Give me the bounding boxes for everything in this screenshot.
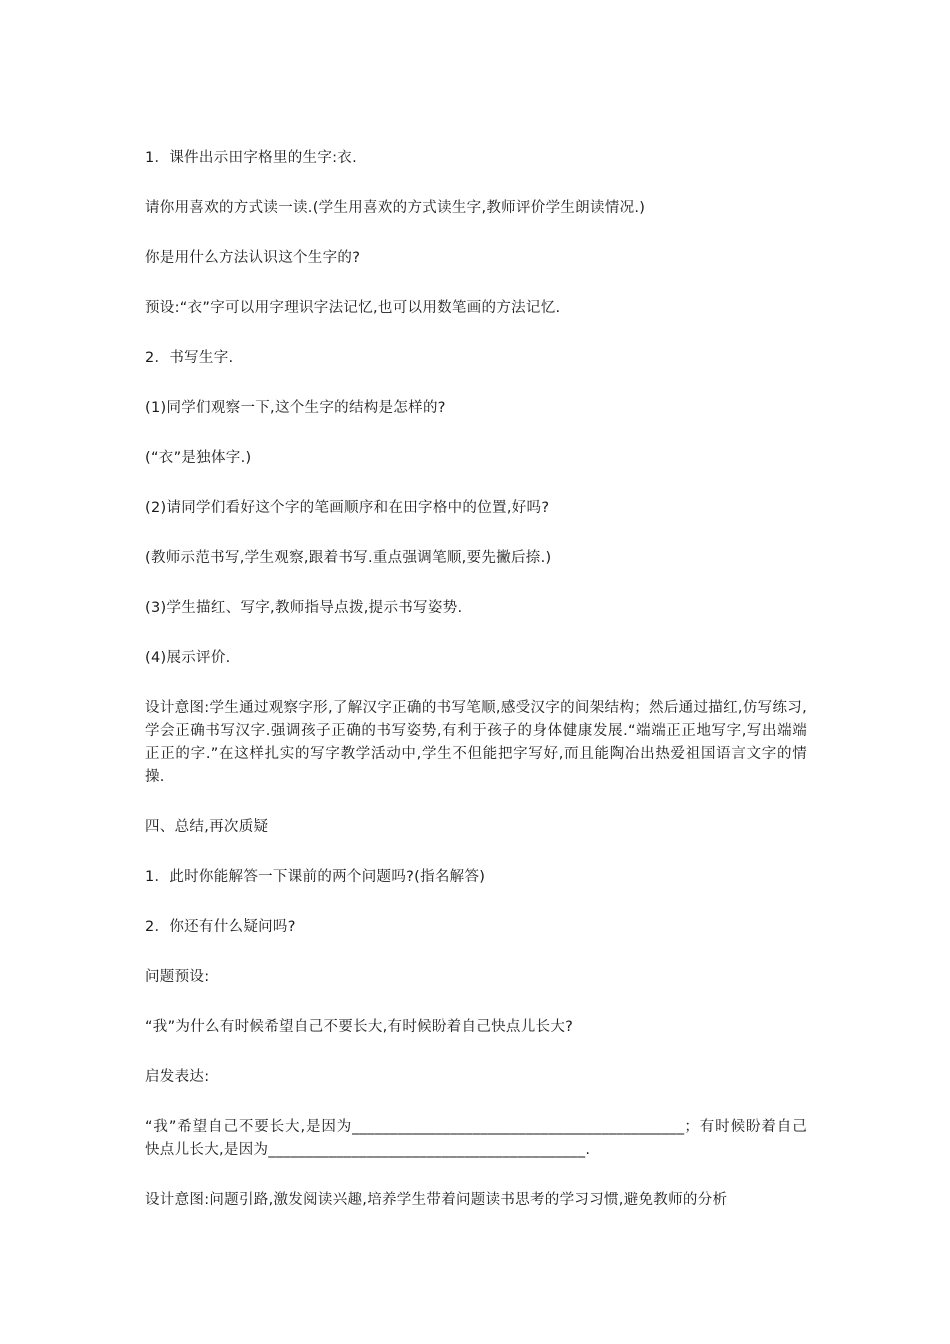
paragraph-20: 设计意图:问题引路,激发阅读兴趣,培养学生带着问题读书思考的学习习惯,避免教师的分析 [145,1192,728,1208]
paragraph-15: 2．你还有什么疑问吗? [145,919,296,935]
paragraph-4: 预设:“衣”字可以用字理识字法记忆,也可以用数笔画的方法记忆. [145,300,561,316]
paragraph-16: 问题预设: [145,969,210,985]
paragraph-9: (教师示范书写,学生观察,跟着书写.重点强调笔顺,要先撇后捺.) [145,550,552,566]
paragraph-11: (4)展示评价. [145,650,231,666]
paragraph-12: 设计意图:学生通过观察字形,了解汉字正确的书写笔顺,感受汉字的间架结构；然后通过描红,仿写练习,学会正确书写汉字.强调孩子正确的书写姿势,有利于孩子的身体健康发展.“端端正正地写字,写出端端正正的字.”在这样扎实的写字教学活动中,学生不但能把字写好,而且能陶冶出热爱祖国语言文字的情操. [145,700,807,785]
paragraph-14: 1．此时你能解答一下课前的两个问题吗?(指名解答) [145,869,486,885]
paragraph-5: 2．书写生字. [145,350,234,366]
paragraph-7: (“衣”是独体字.) [145,450,252,466]
paragraph-18: 启发表达: [145,1069,210,1085]
paragraph-10: (3)学生描红、写字,教师指导点拨,提示书写姿势. [145,600,463,616]
paragraph-1: 1．课件出示田字格里的生字:衣. [145,150,358,166]
paragraph-2: 请你用喜欢的方式读一读.(学生用喜欢的方式读生字,教师评价学生朗读情况.) [145,200,646,216]
paragraph-8: (2)请同学们看好这个字的笔画顺序和在田字格中的位置,好吗? [145,500,550,516]
section-heading: 四、总结,再次质疑 [145,819,269,835]
document-body [145,147,807,1212]
paragraph-17: “我”为什么有时候希望自己不要长大,有时候盼着自己快点儿长大? [145,1019,574,1035]
paragraph-3: 你是用什么方法认识这个生字的? [145,250,361,266]
paragraph-6: (1)同学们观察一下,这个生字的结构是怎样的? [145,400,446,416]
paragraph-19: “我”希望自己不要长大,是因为____________________________________________；有时候盼着自己快点儿长大,是因为__________________________________________. [145,1119,807,1158]
